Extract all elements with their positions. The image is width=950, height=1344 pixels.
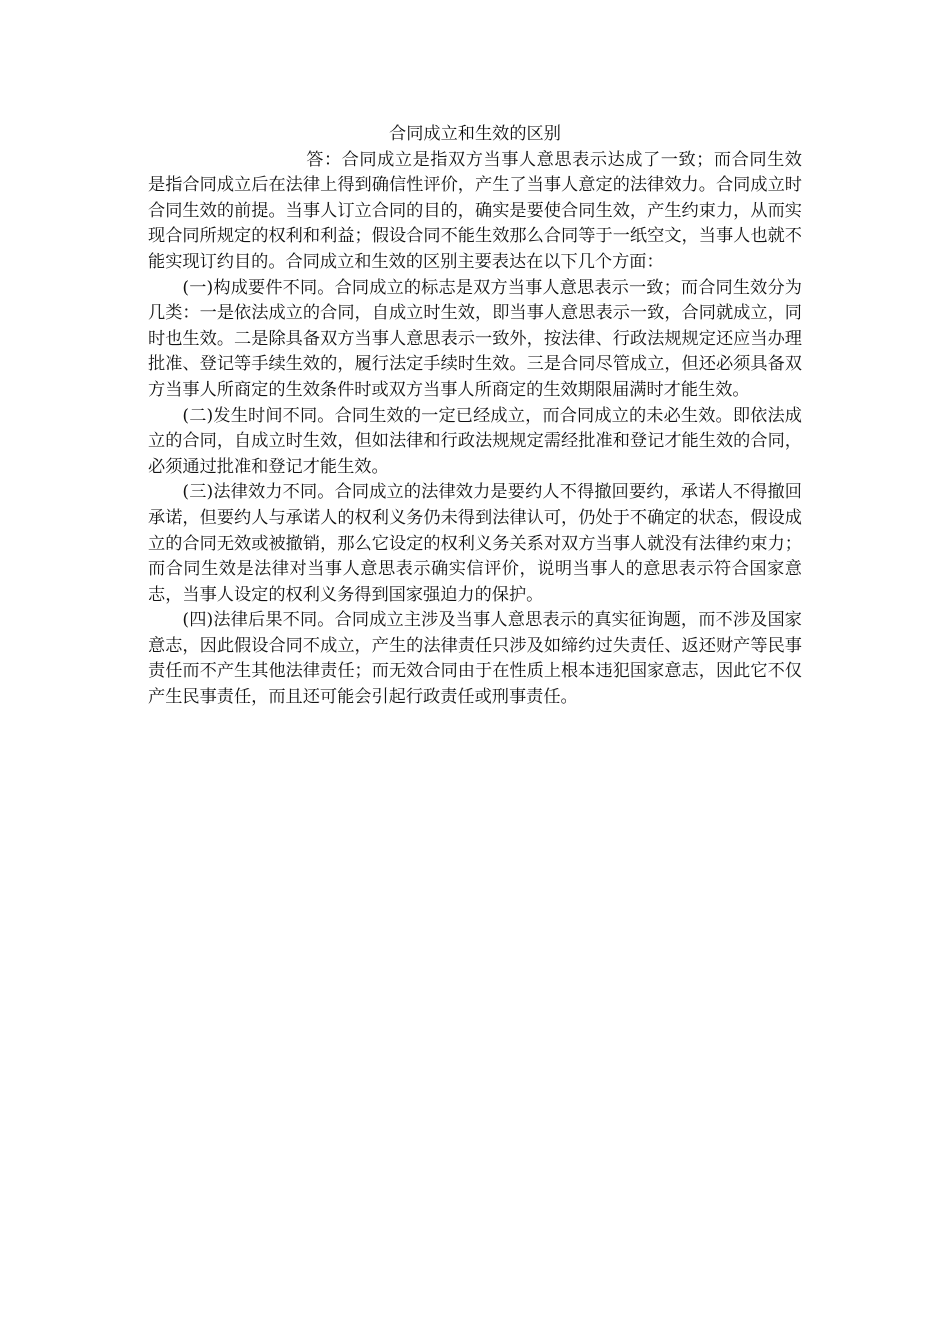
document-body [148, 122, 802, 711]
paragraph-point-3: (三)法律效力不同。合同成立的法律效力是要约人不得撤回要约，承诺人不得撤回承诺，但要约人与承诺人的权利义务仍未得到法律认可，仍处于不确定的状态，假设成立的合同无效或被撤销，那么它设定的权利义务关系对双方当事人就没有法律约束力；而合同生效是法律对当事人意思表示确实信评价，说明当事人的意思表示符合国家意志，当事人设定的权利义务得到国家强迫力的保护。 [148, 482, 802, 605]
paragraph-point-2: (二)发生时间不同。合同生效的一定已经成立，而合同成立的未必生效。即依法成立的合同，自成立时生效，但如法律和行政法规规定需经批准和登记才能生效的合同，必须通过批准和登记才能生效。 [148, 405, 802, 477]
paragraph-point-4: (四)法律后果不同。合同成立主涉及当事人意思表示的真实征询题，而不涉及国家意志，因此假设合同不成立，产生的法律责任只涉及如缔约过失责任、返还财产等民事责任而不产生其他法律责任；而无效合同由于在性质上根本违犯国家意志，因此它不仅产生民事责任，而且还可能会引起行政责任或刑事责任。 [148, 610, 802, 708]
paragraph-point-1: (一)构成要件不同。合同成立的标志是双方当事人意思表示一致；而合同生效分为几类：一是依法成立的合同，自成立时生效，即当事人意思表示一致，合同就成立，同时也生效。二是除具备双方当事人意思表示一致外，按法律、行政法规规定还应当办理批准、登记等手续生效的，履行法定手续时生效。三是合同尽管成立，但还必须具备双方当事人所商定的生效条件时或双方当事人所商定的生效期限届满时才能生效。 [148, 277, 802, 400]
document-title: 合同成立和生效的区别 [389, 124, 561, 144]
paragraph-answer: 答：合同成立是指双方当事人意思表示达成了一致；而合同生效是指合同成立后在法律上得到确信性评价，产生了当事人意定的法律效力。合同成立时合同生效的前提。当事人订立合同的目的，确实是要使合同生效，产生约束力，从而实现合同所规定的权利和利益；假设合同不能生效那么合同等于一纸空文，当事人也就不能实现订约目的。合同成立和生效的区别主要表达在以下几个方面： [148, 149, 802, 272]
